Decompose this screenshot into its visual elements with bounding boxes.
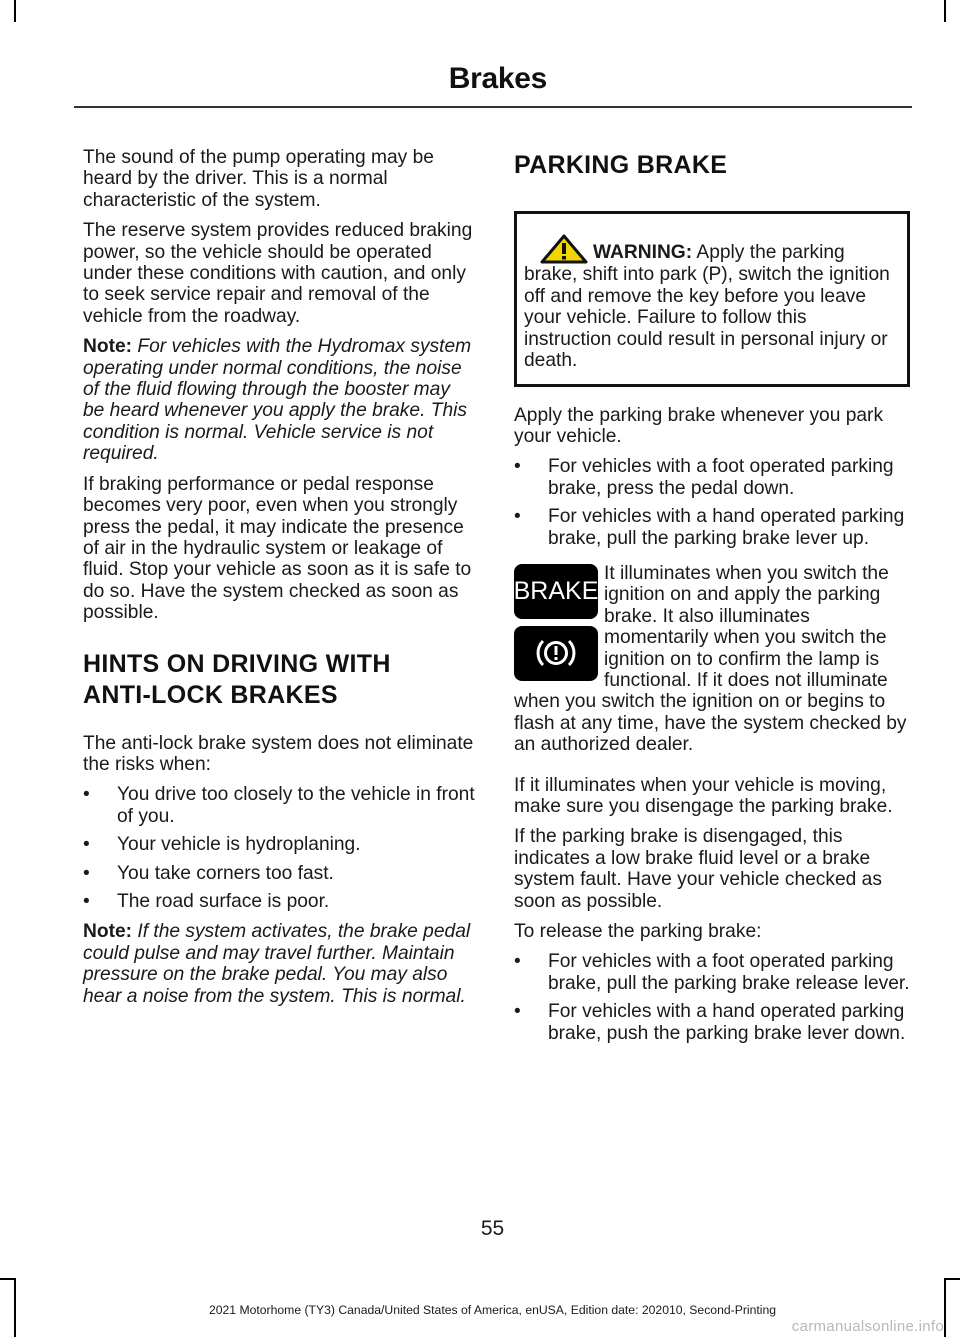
list-item-text: For vehicles with a foot operated parking brake, pull the parking brake release lever.	[548, 951, 910, 994]
parking-brake-symbol-icon	[514, 626, 598, 681]
right-column	[514, 147, 910, 1053]
brake-text-warning-lamp-icon: BRAKE	[514, 564, 598, 619]
watermark: carmanualsonline.info	[791, 1318, 944, 1335]
left-column	[83, 147, 475, 1016]
list-item: • The road surface is poor.	[83, 890, 330, 912]
parking-brake-symbol-svg	[532, 635, 580, 671]
list-item: • For vehicles with a foot operated parking brake, pull the parking brake release lever.	[514, 951, 910, 994]
note-text: For vehicles with the Hydromax system operating under normal conditions, the noise of the fluid flowing through the booster may be heard whenever you apply the brake. This condition is normal. Vehicle service is not required.	[83, 336, 472, 465]
note-text: If the system activates, the brake pedal could pulse and may travel further. Maintain pressure on the brake pedal. You may also hear a noise from the system. This is normal.	[83, 921, 471, 1007]
heading-antilock-line2: ANTI-LOCK BRAKES	[83, 680, 338, 709]
list-item-text: Your vehicle is hydroplaning.	[117, 834, 361, 856]
heading-antilock	[83, 649, 475, 711]
paragraph-pump-sound: The sound of the pump operating may be heard by the driver. This is a normal characteristic of the system.	[83, 147, 434, 211]
list-item-text: For vehicles with a foot operated parking brake, press the pedal down.	[548, 456, 894, 499]
list-item: • For vehicles with a foot operated parking brake, press the pedal down.	[514, 456, 894, 499]
list-item-text: The road surface is poor.	[117, 890, 330, 912]
list-item: • For vehicles with a hand operated parking brake, push the parking brake lever down.	[514, 1001, 906, 1044]
paragraph-release-intro: To release the parking brake:	[514, 921, 762, 943]
paragraph-indicator-explanation: It illuminates when you switch the ignition on and apply the parking brake. It also illuminates momentarily when you switch the ignition on to confirm the lamp is functional. If it does not illuminate when you switch the ignition on or begins to flash at any time, have the system checked by an authorized dealer.	[514, 562, 907, 756]
page-number: 55	[480, 1217, 505, 1240]
note-hydromax	[83, 336, 475, 464]
paragraph-braking-performance: If braking performance or pedal response becomes very poor, even when you strongly press the pedal, it may indicate the presence of air in the hydraulic system or leakage of fluid. Stop your vehicle as soon as it is safe to do so. Have the system checked as soon as possible.	[83, 473, 472, 624]
warning-box	[514, 211, 910, 387]
antilock-risk-list	[83, 784, 475, 912]
brake-indicator-section	[514, 563, 910, 756]
paragraph-illuminates-moving: If it illuminates when your vehicle is moving, make sure you disengage the parking brake.	[514, 774, 893, 817]
apply-brake-list	[514, 456, 910, 549]
warning-label: WARNING:	[593, 242, 693, 263]
crop-mark-top-right	[944, 0, 946, 22]
list-item-text: For vehicles with a hand operated parking brake, pull the parking brake lever up.	[548, 506, 905, 549]
list-item: • Your vehicle is hydroplaning.	[83, 834, 361, 856]
list-item-text: You drive too closely to the vehicle in front of you.	[117, 784, 475, 827]
list-item: • For vehicles with a hand operated parking brake, pull the parking brake lever up.	[514, 506, 905, 549]
section-title: Brakes	[448, 62, 547, 95]
list-item-text: For vehicles with a hand operated parking brake, push the parking brake lever down.	[548, 1001, 906, 1044]
note-label: Note:	[83, 921, 133, 943]
paragraph-brake-disengaged: If the parking brake is disengaged, this indicates a low brake fluid level or a brake system fault. Have your vehicle checked as soon as possible.	[514, 826, 882, 912]
paragraph-reserve-system: The reserve system provides reduced braking power, so the vehicle should be operated under these conditions with caution, and only to seek service repair and removal of the vehicle from the roadway.	[83, 220, 473, 327]
crop-mark-bottom-right-h	[945, 1278, 960, 1280]
list-item-text: You take corners too fast.	[117, 862, 334, 884]
edition-footer: 2021 Motorhome (TY3) Canada/United States of America, enUSA, Edition date: 202010, Second-Printing	[208, 1303, 777, 1317]
warning-triangle-icon	[539, 234, 589, 264]
brake-indicator-icons	[514, 564, 598, 681]
paragraph-apply-parking-brake: Apply the parking brake whenever you park your vehicle.	[514, 404, 884, 447]
note-label: Note:	[83, 336, 133, 358]
list-item: • You drive too closely to the vehicle in front of you.	[83, 784, 475, 827]
release-brake-list	[514, 951, 910, 1044]
heading-antilock-line1: HINTS ON DRIVING WITH	[83, 649, 391, 678]
crop-mark-top-left	[14, 0, 16, 22]
paragraph-antilock-intro: The anti-lock brake system does not eliminate the risks when:	[83, 732, 474, 775]
note-system-activates	[83, 921, 475, 1007]
header-rule	[74, 106, 912, 108]
heading-parking-brake: PARKING BRAKE	[514, 151, 728, 179]
warning-text: Apply the parking brake, shift into park (P), switch the ignition off and remove the key before you leave your vehicle. Failure to follow this instruction could result in personal injury or death.	[524, 242, 890, 371]
crop-mark-bottom-left-h	[0, 1278, 15, 1280]
list-item: • You take corners too fast.	[83, 862, 334, 884]
